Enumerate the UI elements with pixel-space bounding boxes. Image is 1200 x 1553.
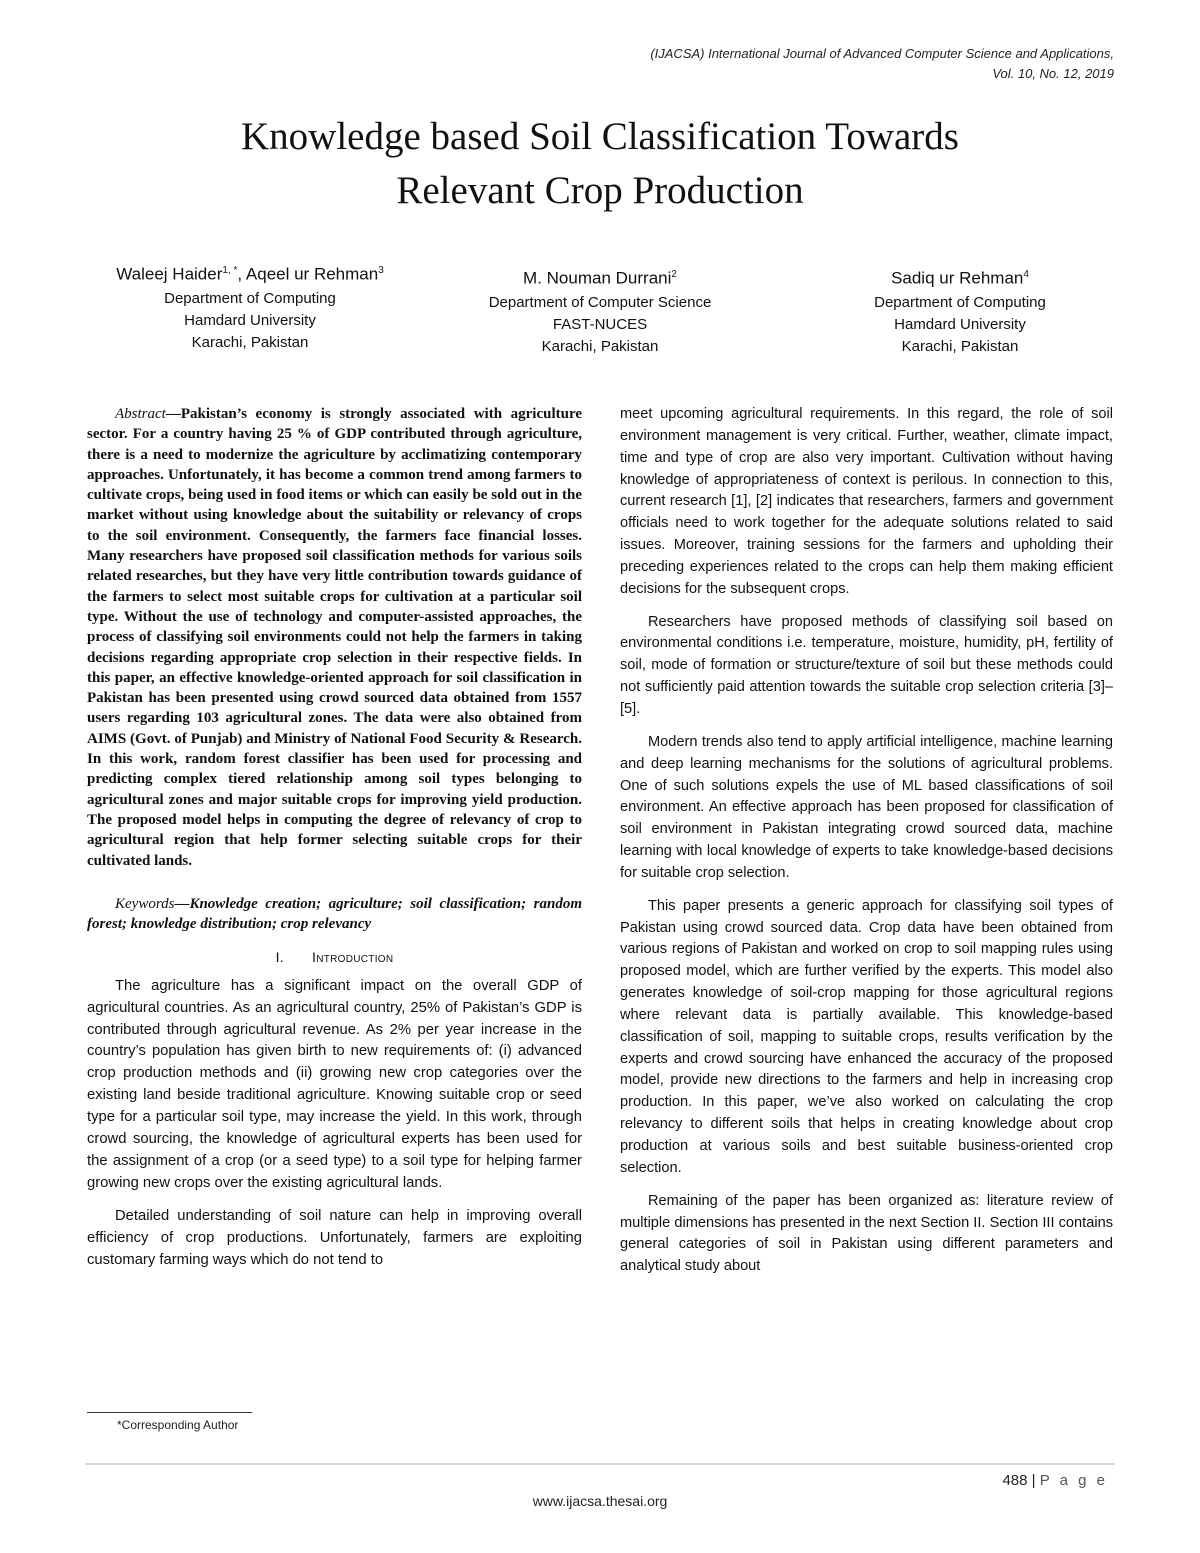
intro-paragraph: Detailed understanding of soil nature can help in improving overall efficiency of crop productions. Unfortunately, farmers are exploiting customary farming ways which do not tend to (87, 1207, 582, 1268)
left-column (87, 404, 582, 1272)
author-department: Department of Computing (164, 289, 336, 307)
author-department: Department of Computer Science (488, 293, 712, 311)
right-column (620, 404, 1113, 1289)
running-header (414, 44, 1114, 84)
footer-divider (85, 1463, 1115, 1465)
keywords-lead: Keywords (115, 895, 175, 912)
intro-paragraph: The agriculture has a significant impact on the overall GDP of agricultural countries. As an agricultural country, 25% of Pakistan’s GDP is contributed through agricultural revenue. As 2% per year increase in the country’s population has given birth to new requirements of: (i) advanced crop production methods and (ii) growing new crop categories over the existing land beside traditional agriculture. Knowing suitable crop or seed type for a particular soil type, may increase the yield. In this work, through crowd sourcing, the knowledge of agricultural experts has been used for the assignment of a crop (or a seed type) to a soil type for helping farmer growing new crops over the existing agricultural lands. (87, 977, 582, 1191)
author-name: Sadiq ur Rehman (891, 268, 1024, 288)
author-location: Karachi, Pakistan (901, 337, 1019, 355)
author-name: M. Nouman Durrani (523, 268, 672, 288)
section-title-rest: ntroduction (316, 949, 394, 966)
author-block-2 (440, 262, 760, 358)
body-paragraph: meet upcoming agricultural requirements. In this regard, the role of soil environment management is very critical. Further, weather, climate impact, time and type of crop are also very important. Cultivation without having knowledge of appropriateness of context is perilous. In connection to this, current research [1], [2] indicates that researchers, farmers and government officials need to work together for the adequate solutions related to said issues. Moreover, training sessions for the farmers and upholding their preceding experiences related to the crops can help them making efficient decisions for the subsequent crops. (620, 406, 1113, 597)
body-paragraph: This paper presents a generic approach for classifying soil types of Pakistan using crowd sourced data. Crop data have been obtained from various regions of Pakistan and worked on crop to soil mapping rules using proposed model, which are further verified by the experts. This model also generates knowledge of soil-crop mapping for those agricultural regions where relevant data is partially available. This knowledge-based classification of soil, mapping to suitable crops, results verification by the experts and crowd sourcing have enhanced the accuracy of the proposed model, provide new directions to the farmers and help in increasing crop production. In this paper, we’ve also worked on calculating the crop relevancy to different soils that helps in creating knowledge about crop production at various soils and best suitable business-oriented crop selection. (620, 897, 1113, 1176)
author-name: Waleej Haider (116, 264, 223, 284)
abstract-lead: Abstract (115, 406, 166, 422)
author-name: , Aqeel ur Rehman (237, 264, 379, 284)
journal-name: (IJACSA) International Journal of Advanced Computer Science and Applications, (650, 46, 1114, 61)
title-line-1: Knowledge based Soil Classification Towards (241, 115, 959, 158)
footnote: *Corresponding Author (117, 1418, 239, 1432)
author-location: Karachi, Pakistan (541, 337, 659, 355)
keywords (87, 894, 582, 935)
abstract (87, 404, 582, 871)
body-paragraph: Modern trends also tend to apply artificial intelligence, machine learning and deep learning mechanisms for the solutions of agricultural problems. One of such solutions expels the use of ML based classifications of soil environment. An effective approach has been proposed for classification of soil environment in Pakistan integrating crowd sourced data, machine learning with local knowledge of experts to take knowledge-based decisions for suitable crop selection. (620, 733, 1113, 881)
abstract-text: —Pakistan’s economy is strongly associated with agriculture sector. For a country having 25 % of GDP contributed through agriculture, there is a need to modernize the agriculture by acclimatizing contemporary approaches. Unfortunately, it has become a common trend among farmers to cultivate crops, being used in food items or which can easily be sold out in the market without using knowledge about the suitability or relevancy of crops to the soil environment. Consequently, the farmers face financial losses. Many researchers have proposed soil classification methods for various soils related researches, but they have very little contribution towards guidance of the farmers to select most suitable crops for cultivation at a particular soil type. Without the use of technology and computer-assisted approaches, the process of classifying soil environments could not help the farmers in taking decisions regarding appropriate crop selection in their respective fields. In this paper, an effective knowledge-oriented approach for soil classification in Pakistan has been presented using crowd sourced data obtained from 1557 users regarding 103 agricultural zones. The data were also obtained from AIMS (Govt. of Punjab) and Ministry of National Food Security & Research. In this work, random forest classifier has been used for processing and predicting complex tiered relationship among soil types belonging to agricultural zones and major suitable crops for improving yield production. The proposed model helps in computing the degree of relevancy of crop to agricultural region that help former selecting suitable crops for their cultivated lands. (87, 406, 582, 869)
footnote-divider (87, 1412, 252, 1413)
website-link[interactable]: www.ijacsa.thesai.org (532, 1493, 668, 1509)
author-block-1 (80, 258, 420, 354)
journal-volume: Vol. 10, No. 12, 2019 (992, 66, 1114, 81)
author-names (440, 262, 760, 292)
page-number-value: 488 (1002, 1472, 1028, 1489)
author-university: FAST-NUCES (552, 315, 648, 333)
author-names (80, 258, 420, 288)
section-number: I. (275, 949, 284, 966)
author-names (790, 262, 1130, 292)
author-location: Karachi, Pakistan (191, 333, 309, 351)
author-block-3 (790, 262, 1130, 358)
author-university: Hamdard University (184, 311, 316, 329)
author-sup: 4 (1023, 269, 1029, 280)
page-separator: | (1031, 1472, 1036, 1489)
title-line-2: Relevant Crop Production (396, 169, 804, 212)
author-sup: 1, * (222, 265, 238, 276)
body-paragraph: Researchers have proposed methods of classifying soil based on environmental conditions i.e. temperature, moisture, humidity, pH, fertility of soil, mode of formation or structure/texture of soil but these methods could not sufficiently paid attention towards the suitable crop selection criteria [3]–[5]. (620, 613, 1113, 717)
author-sup: 2 (671, 269, 677, 280)
author-sup: 3 (378, 265, 384, 276)
section-heading-introduction (87, 947, 582, 967)
keywords-text: —Knowledge creation; agriculture; soil classification; random forest; knowledge distribution; crop relevancy (87, 895, 582, 933)
page-number (1002, 1472, 1108, 1489)
body-paragraph: Remaining of the paper has been organized as: literature review of multiple dimensions has presented in the next Section II. Section III contains general categories of soil in Pakistan using different parameters and analytical study about (620, 1192, 1113, 1275)
author-university: Hamdard University (894, 315, 1026, 333)
author-department: Department of Computing (874, 293, 1046, 311)
section-title-initial: I (312, 949, 317, 966)
paper-title (100, 110, 1100, 218)
page-label: P a g e (1039, 1472, 1108, 1489)
